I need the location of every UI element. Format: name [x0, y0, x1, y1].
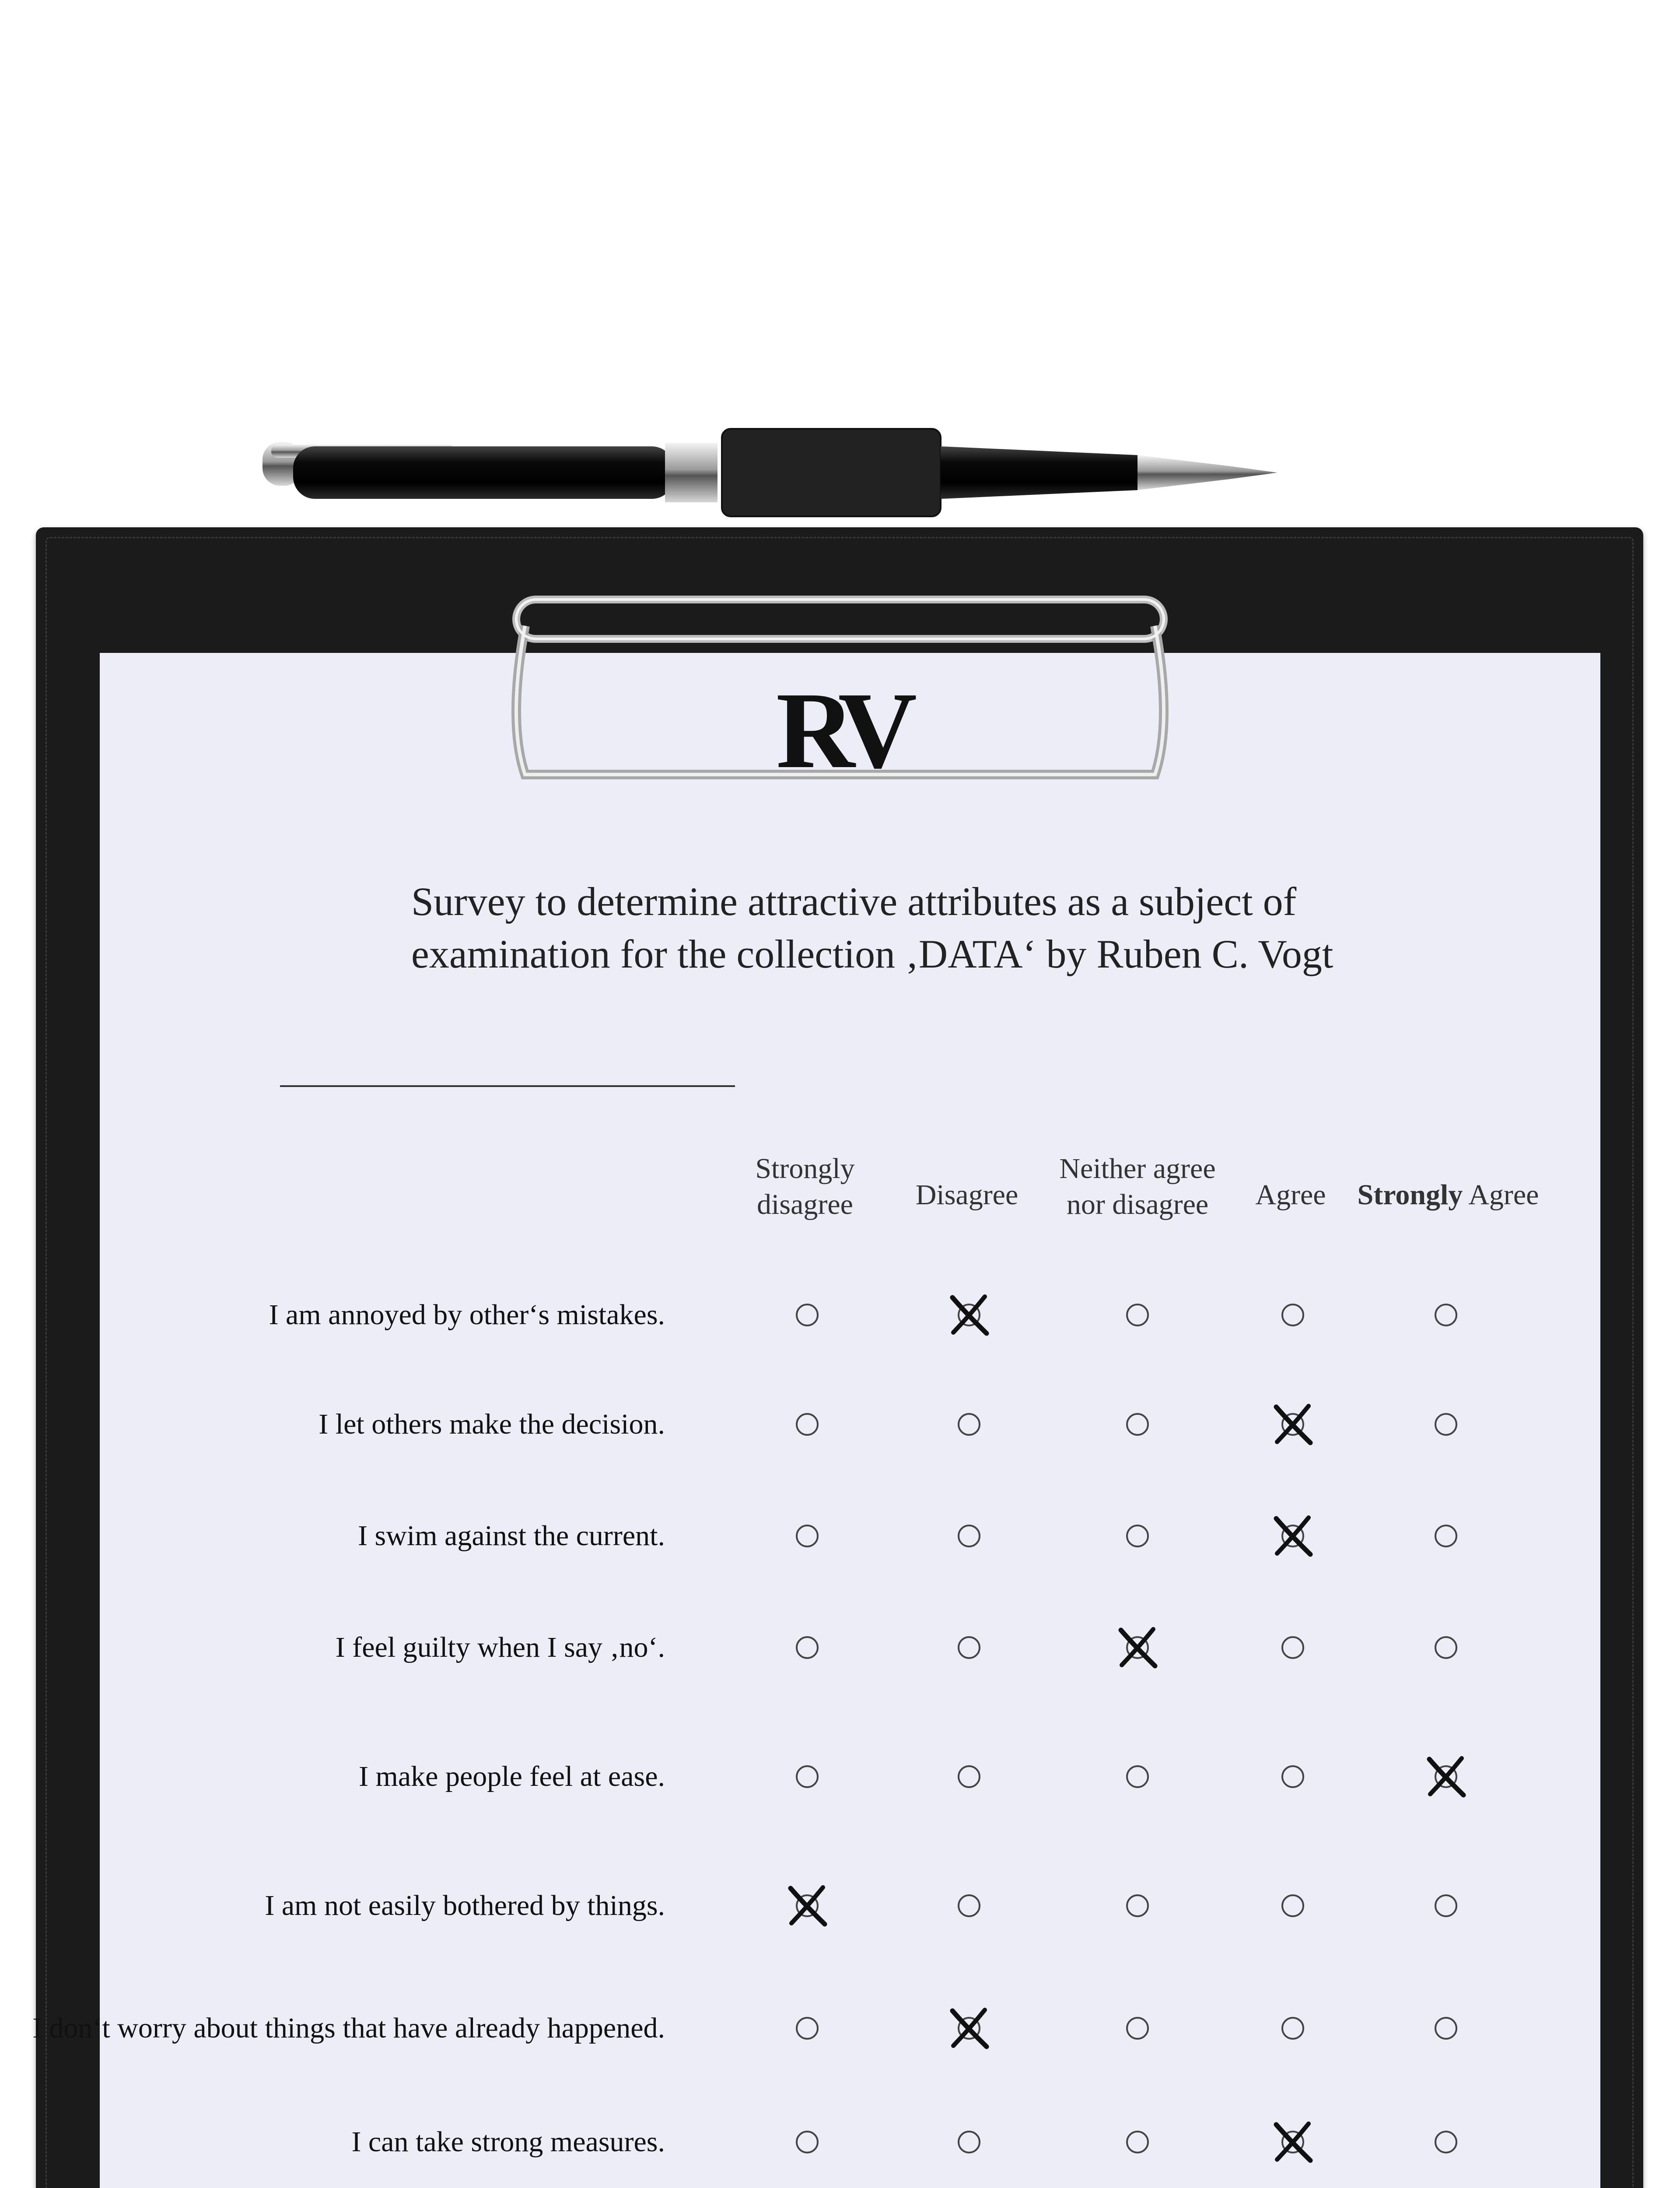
survey-title: [411, 875, 1461, 980]
answer-radio[interactable]: [958, 1413, 980, 1436]
answer-radio[interactable]: [1126, 1894, 1149, 1917]
cross-mark-icon: [1271, 1403, 1315, 1446]
statement-text: I am annoyed by other‘s mistakes.: [269, 1299, 665, 1331]
name-signature-line[interactable]: [280, 1085, 735, 1087]
answer-radio[interactable]: [1281, 1636, 1304, 1659]
statement-text: I let others make the decision.: [318, 1408, 665, 1440]
answer-radio[interactable]: [1126, 1304, 1149, 1326]
answer-radio[interactable]: [958, 1636, 980, 1659]
answer-radio[interactable]: [1281, 1765, 1304, 1788]
answer-radio[interactable]: [796, 1413, 819, 1436]
col-neither-line1: Neither agree: [1059, 1153, 1216, 1185]
answer-radio[interactable]: [796, 1636, 819, 1659]
cross-mark-icon: [1424, 1755, 1468, 1799]
answer-radio[interactable]: [958, 2131, 980, 2153]
statement-text: I can take strong measures.: [351, 2126, 665, 2158]
answer-radio[interactable]: [1435, 1894, 1457, 1917]
pen-icon: [258, 420, 1282, 525]
answer-radio[interactable]: [1126, 2131, 1149, 2153]
answer-radio[interactable]: [796, 1525, 819, 1547]
cross-mark-icon: [785, 1884, 829, 1928]
col-strongly-disagree: [718, 1151, 892, 1223]
answer-radio[interactable]: [1435, 1525, 1457, 1547]
cross-mark-icon: [947, 1293, 991, 1337]
survey-title-line-1: Survey to determine attractive attributes as a subject of: [411, 879, 1297, 924]
answer-radio[interactable]: [1435, 2017, 1457, 2040]
col-strongly-agree-bold: Strongly: [1357, 1179, 1463, 1211]
cross-mark-icon: [947, 2006, 991, 2050]
col-strongly-agree: [1348, 1177, 1549, 1213]
cross-mark-icon: [1271, 1514, 1315, 1558]
col-disagree: [879, 1177, 1054, 1213]
answer-radio[interactable]: [958, 1525, 980, 1547]
cross-mark-icon: [1271, 2120, 1315, 2164]
answer-radio[interactable]: [1126, 1413, 1149, 1436]
rv-logo: RV: [776, 670, 904, 791]
answer-radio[interactable]: [1126, 2017, 1149, 2040]
answer-radio[interactable]: [1435, 1304, 1457, 1326]
survey-title-line-2: examination for the collection ‚DATA‘ by Ruben C. Vogt: [411, 932, 1334, 976]
answer-radio[interactable]: [1281, 1894, 1304, 1917]
answer-radio[interactable]: [1435, 1413, 1457, 1436]
col-strongly-disagree-line2: disagree: [757, 1189, 853, 1220]
answer-radio[interactable]: [1126, 1765, 1149, 1788]
answer-radio[interactable]: [796, 2131, 819, 2153]
answer-radio[interactable]: [1435, 1636, 1457, 1659]
answer-radio[interactable]: [1281, 1304, 1304, 1326]
answer-radio[interactable]: [796, 2017, 819, 2040]
col-disagree-label: Disagree: [915, 1179, 1018, 1211]
col-strongly-agree-rest: Agree: [1463, 1179, 1539, 1211]
statement-text: I don‘t worry about things that have already happened.: [32, 2012, 665, 2044]
col-neither-line2: nor disagree: [1066, 1189, 1209, 1220]
statement-text: I feel guilty when I say ‚no‘.: [335, 1631, 665, 1663]
answer-radio[interactable]: [1435, 2131, 1457, 2153]
answer-radio[interactable]: [1126, 1525, 1149, 1547]
answer-radio[interactable]: [1281, 2017, 1304, 2040]
col-agree-label: Agree: [1255, 1179, 1326, 1211]
cross-mark-icon: [1116, 1626, 1159, 1669]
answer-radio[interactable]: [958, 1765, 980, 1788]
col-strongly-disagree-line1: Strongly: [755, 1153, 855, 1185]
statement-text: I am not easily bothered by things.: [265, 1890, 665, 1922]
statement-text: I make people feel at ease.: [359, 1760, 665, 1792]
col-neither: [1046, 1151, 1229, 1223]
statement-text: I swim against the current.: [358, 1520, 665, 1552]
answer-radio[interactable]: [958, 1894, 980, 1917]
answer-radio[interactable]: [796, 1765, 819, 1788]
answer-radio[interactable]: [796, 1304, 819, 1326]
